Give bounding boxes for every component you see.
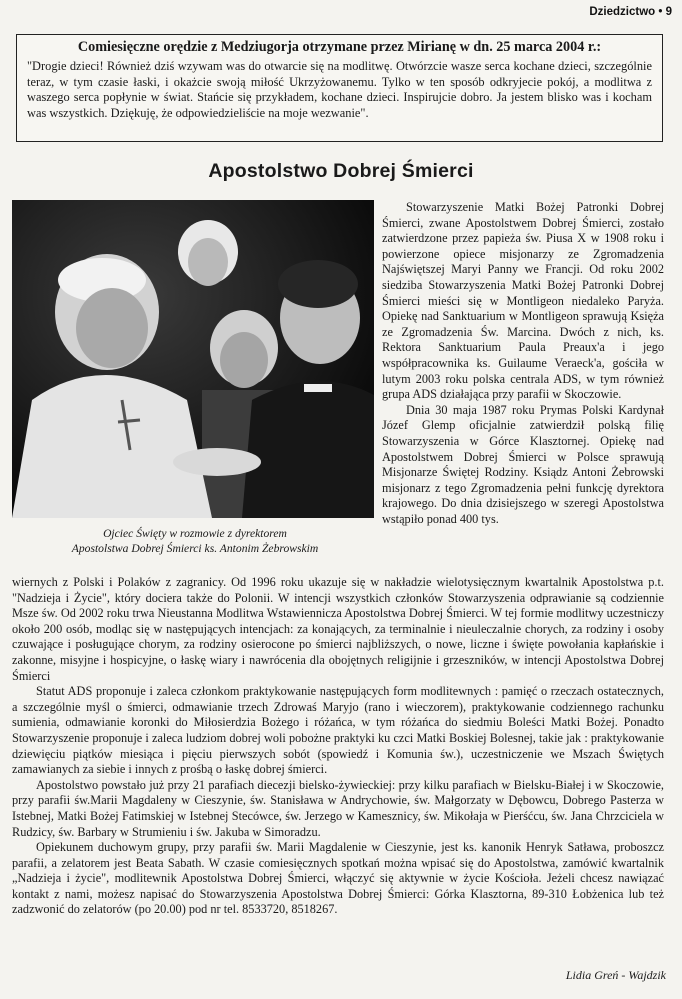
- paragraph-3: wiernych z Polski i Polaków z zagranicy. Od 1996 roku ukazuje się w nakładzie wielotysięcznym kwartalnik Apostolstwa p.t. "Nadzieja i Życie", który dociera także do Polonii. W intencji wszystkich członków Stowarzyszenia odprawianie są codziennie Msze św. Od 2002 roku trwa Nieustanna Modlitwa Wstawiennicza Apostolstwa Dobrej Śmierci. W tej formie modlitwy uczestniczy około 200 osób, modląc się w następujących intencjach: za konających, za terminalnie i nieuleczalnie chorych, za rodziny i osoby czuwające i posługujące chorym, za rodziny osierocone po śmierci najbliższych, o nowe, liczne i święte powołania kapłańskie i zakonne, misyjne i hospicyjne, o łaskę wiary i nawrócenia dla obojętnych religijnie i grzeszników, w intencji Apostolstwa Dobrej Śmierci: [12, 575, 664, 683]
- paragraph-4: Statut ADS proponuje i zaleca członkom praktykowanie następujących form modlitewnych : pamięć o rzeczach ostatecznych, a szczególnie myśl o śmierci, odmawianie trzech Zdrowaś Maryjo (rano i wieczorem), praktykowanie codziennego rachunku sumienia, odmawianie koronki do Miłosierdzia Bożego i różańca, w tym różańca do siedmiu Boleści Matki Bożej. Ponadto Stowarzyszenie proponuje i zaleca ludziom dobrej woli pobożne praktyki ku czci Matki Boskiej Bolesnej, takie jak : praktykowanie dziewięciu piątków miesiąca i pięciu pierwszych sobót (spowiedź i Komunia św.), uczestniczenie we Mszach Świętych zamawianych za siebie i innych z prośbą o łaskę dobrej śmierci.: [12, 684, 664, 777]
- message-box: [16, 34, 663, 142]
- paragraph-5: Apostolstwo powstało już przy 21 parafiach diecezji bielsko-żywieckiej: przy kilku parafiach w Bielsku-Białej i w Skoczowie, przy parafii św.Marii Magdaleny w Cieszynie, św. Stanisława w Andrychowie, św. Małgorzaty w Dębowcu, Dobrego Pasterza w Istebnej, Matki Bożej Fatimskiej w Istebnej Stecówce, św. Jerzego w Kamesznicy, św. Mikołaja w Pierśćcu, św. Jana Chrzciciela w Rudzicy, św. Barbary w Strumieniu i św. Jakuba w Simoradzu.: [12, 777, 664, 839]
- page-header: Dziedzictwo • 9: [589, 6, 672, 18]
- article-author: Lidia Greń - Wajdzik: [565, 968, 666, 982]
- full-width-text: [12, 575, 664, 918]
- caption-line-1: Ojciec Święty w rozmowie z dyrektorem: [103, 527, 287, 540]
- message-title: Comiesięczne orędzie z Medziugorja otrzymane przez Mirianę w dn. 25 marca 2004 r.:: [77, 39, 602, 55]
- message-body: "Drogie dzieci! Również dziś wzywam was do otwarcie się na modlitwę. Otwórzcie wasze serca kochane dzieci, szczególnie teraz, w tym czasie łaski, i okażcie swoją miłość Ukrzyżowanemu. Tylko w ten sposób odkryjecie pokój, a modlitwa z waszego serca popłynie w świat. Stańcie się przykładem, kochane dzieci. Inspirujcie dobro. Ja jestem blisko was i kocham was wszystkich. Dziękuję, że odpowiedzieliście na moje wezwanie".: [27, 59, 652, 120]
- photo-caption: [30, 526, 360, 556]
- article-photo: [12, 200, 374, 518]
- paragraph-6: Opiekunem duchowym grupy, przy parafii św. Marii Magdalenie w Cieszynie, jest ks. kanonik Henryk Satława, proboszcz parafii, a zelatorem jest Beata Sabath. W czasie comiesięcznych spotkań można wpisać się do Apostolstwa, zamówić kwartalnik „Nadzieja i życie", modlitewnik Apostolstwa Dobrej Śmierci, włączyć się aktywnie w życie Kościoła. Jeżeli chcesz nawiązać kontakt z nami, możesz napisać do Stowarzyszenia Apostolstwa Dobrej Śmierci: Górka Klasztorna, 89-310 Łobżenica lub też zadzwonić do zelatorów (po 20.00) pod nr tel. 8533720, 8518267.: [12, 840, 664, 917]
- paragraph-2: Dnia 30 maja 1987 roku Prymas Polski Kardynał Józef Glemp oficjalnie zatwierdził polską filię Stowarzyszenia w Górce Klasztornej. Opiekę nad Apostolstwem Dobrej Śmierci w Polsce sprawują Misjonarze Świętej Rodziny. Ksiądz Antoni Żebrowski misjonarz z tego Zgromadzenia pełni funkcję dyrektora krajowego. Do dnia dzisiejszego w szeregi Apostolstwa wstąpiło ponad 400 tys.: [382, 402, 664, 526]
- paragraph-1: Stowarzyszenie Matki Bożej Patronki Dobrej Śmierci, zwane Apostolstwem Dobrej Śmierci, zostało zatwierdzone przez papieża św. Piusa X w 1908 roku i powierzone opiece misjonarzy ze Zgromadzenia Najświętszej Maryi Panny we Francji. Od roku 2002 siedziba Stowarzyszenia Matki Bożej Patronki Dobrej Śmierci mieści się w Montligeon niedaleko Paryża. Opiekę nad Sanktuarium w Montligeon sprawują Księża ze Zgromadzenia Św. Marcina. Dwóch z nich, ks. Rektora Sanktuarium Paula Preaux'a i jego współpracownika ks. Guilaume Veraeck'a, gościła w lutym 2003 roku polska centrala ADS, w tym również grupa ADS działająca przy parafii w Skoczowie.: [382, 200, 664, 402]
- photo-illustration: [12, 200, 374, 518]
- caption-line-2: Apostolstwa Dobrej Śmierci ks. Antonim Żebrowskim: [71, 542, 319, 555]
- article-title: Apostolstwo Dobrej Śmierci: [208, 160, 474, 182]
- right-column: [382, 200, 664, 527]
